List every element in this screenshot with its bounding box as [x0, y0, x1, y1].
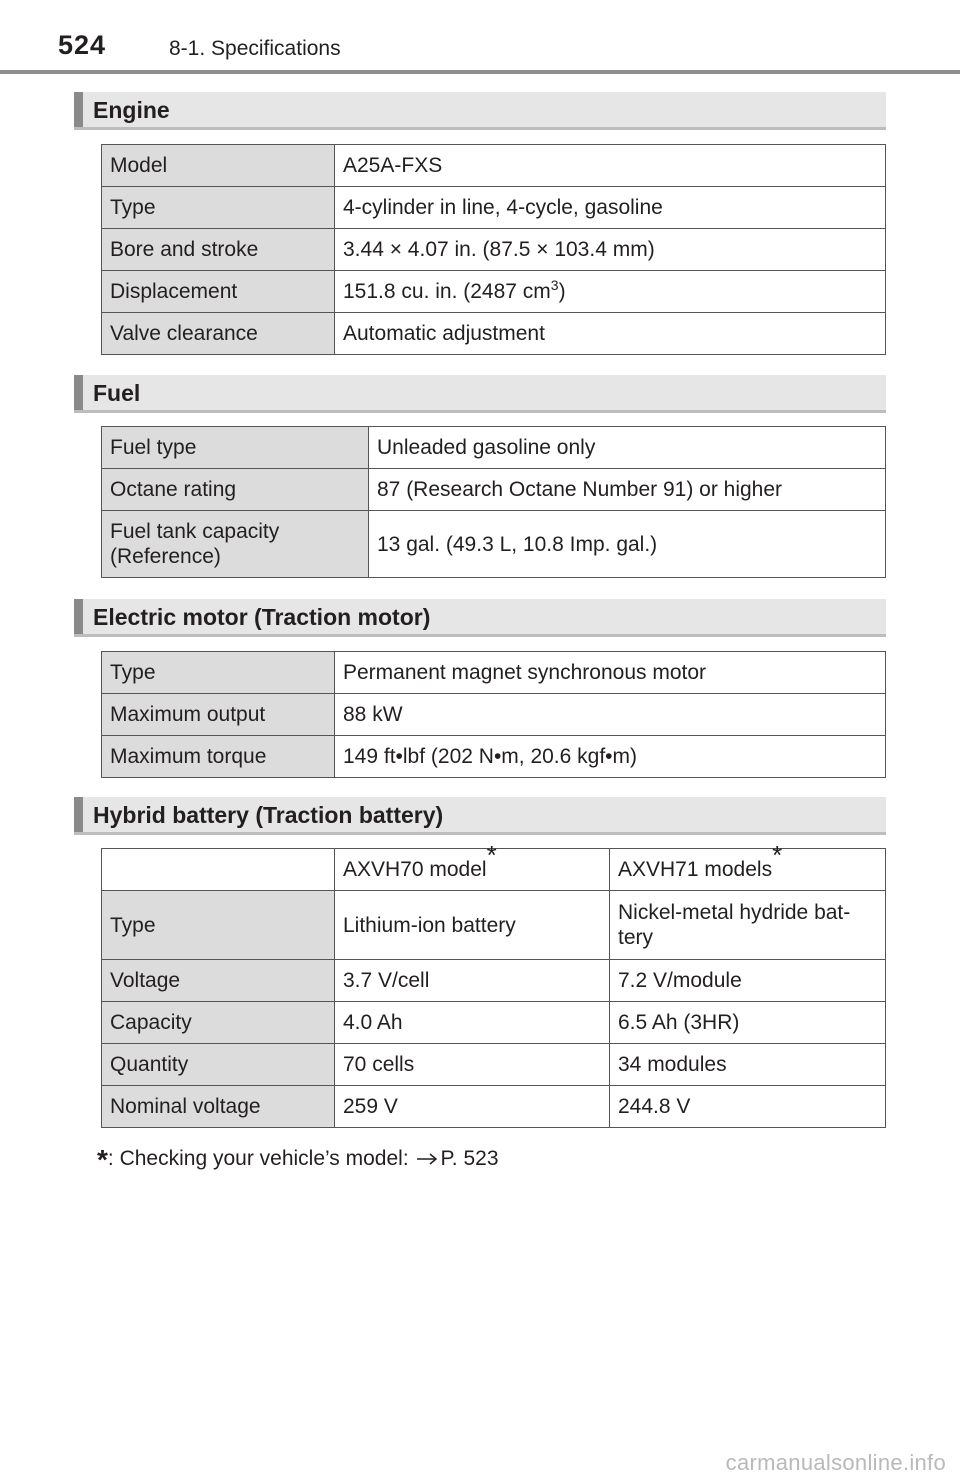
- row-label: [102, 511, 369, 578]
- column-header: [335, 840, 610, 891]
- row-value: 88 kW: [335, 694, 886, 736]
- table-row: [102, 736, 886, 778]
- row-label: Type: [102, 891, 335, 960]
- table-row: [102, 1044, 886, 1086]
- label-line: (Reference): [110, 545, 221, 568]
- row-label: Voltage: [102, 960, 335, 1002]
- row-value: Automatic adjustment: [335, 313, 886, 355]
- column-header-text: AXVH70 model: [343, 858, 487, 881]
- row-label: Nominal voltage: [102, 1086, 335, 1128]
- table-row: [102, 187, 886, 229]
- heading-accent-bar: [74, 797, 83, 832]
- table-row: [102, 1002, 886, 1044]
- row-label: Type: [102, 652, 335, 694]
- row-value: 244.8 V: [610, 1086, 886, 1128]
- arrow-right-icon: [415, 1147, 441, 1171]
- table-row: [102, 960, 886, 1002]
- battery-section-heading: [74, 797, 886, 835]
- row-value: 70 cells: [335, 1044, 610, 1086]
- table-row: [102, 271, 886, 313]
- row-label: Model: [102, 145, 335, 187]
- value-text: ): [558, 280, 566, 303]
- fuel-section-heading: [74, 375, 886, 413]
- footnote-marker: *: [97, 1144, 108, 1175]
- asterisk-marker: *: [486, 840, 497, 870]
- page-header: [0, 0, 960, 76]
- header-section-title: 8-1. Specifications: [169, 37, 341, 60]
- row-value: 6.5 Ah (3HR): [610, 1002, 886, 1044]
- table-row: [102, 891, 886, 960]
- engine-section-heading: [74, 92, 886, 130]
- superscript: 3: [550, 277, 559, 293]
- row-value: 34 modules: [610, 1044, 886, 1086]
- row-value: 259 V: [335, 1086, 610, 1128]
- label-line: Fuel tank capacity: [110, 520, 280, 543]
- engine-table: [101, 144, 886, 355]
- footnote-text: : Checking your vehicle’s model:: [107, 1147, 415, 1170]
- row-value: Permanent magnet synchronous motor: [335, 652, 886, 694]
- column-header: [610, 840, 886, 891]
- row-label: Type: [102, 187, 335, 229]
- row-value: 3.44 × 4.07 in. (87.5 × 103.4 mm): [335, 229, 886, 271]
- row-label: Bore and stroke: [102, 229, 335, 271]
- row-value: 4-cylinder in line, 4-cycle, gasoline: [335, 187, 886, 229]
- table-row: [102, 694, 886, 736]
- table-row: [102, 427, 886, 469]
- table-row: [102, 652, 886, 694]
- value-line: Nickel-metal hydride bat-: [618, 901, 851, 924]
- motor-table: [101, 651, 886, 778]
- table-row: [102, 511, 886, 578]
- row-label: Quantity: [102, 1044, 335, 1086]
- row-value: 3.7 V/cell: [335, 960, 610, 1002]
- row-label: Fuel type: [102, 427, 369, 469]
- row-value: Unleaded gasoline only: [369, 427, 886, 469]
- row-value: 13 gal. (49.3 L, 10.8 Imp. gal.): [369, 511, 886, 578]
- row-value: 87 (Research Octane Number 91) or higher: [369, 469, 886, 511]
- row-label: Octane rating: [102, 469, 369, 511]
- row-value: [335, 271, 886, 313]
- row-label: Capacity: [102, 1002, 335, 1044]
- motor-heading-title: Electric motor (Traction motor): [93, 604, 431, 630]
- engine-heading-title: Engine: [93, 97, 170, 123]
- table-row: [102, 313, 886, 355]
- heading-accent-bar: [74, 92, 83, 127]
- row-label: Displacement: [102, 271, 335, 313]
- row-value: 7.2 V/module: [610, 960, 886, 1002]
- row-value: 4.0 Ah: [335, 1002, 610, 1044]
- table-row: [102, 229, 886, 271]
- header-rule: [0, 70, 960, 74]
- row-value: 149 ft•lbf (202 N•m, 20.6 kgf•m): [335, 736, 886, 778]
- battery-table: [101, 840, 886, 1128]
- footnote: [97, 1140, 499, 1175]
- value-line: tery: [618, 926, 654, 949]
- motor-section-heading: [74, 599, 886, 637]
- fuel-table: [101, 426, 886, 578]
- row-value: [610, 891, 886, 960]
- table-row: [102, 145, 886, 187]
- battery-heading-title: Hybrid battery (Traction battery): [93, 802, 444, 828]
- fuel-heading-title: Fuel: [93, 380, 141, 406]
- heading-accent-bar: [74, 375, 83, 410]
- table-row: [102, 1086, 886, 1128]
- page-reference-link[interactable]: P. 523: [440, 1147, 499, 1170]
- asterisk-marker: *: [772, 840, 783, 870]
- page-number: 524: [58, 30, 107, 60]
- row-label: Maximum output: [102, 694, 335, 736]
- table-row: [102, 469, 886, 511]
- heading-accent-bar: [74, 599, 83, 634]
- value-text: 151.8 cu. in. (2487 cm: [343, 280, 551, 303]
- row-value: Lithium-ion battery: [335, 891, 610, 960]
- table-header-row: [102, 849, 886, 891]
- header-empty-cell: [102, 849, 335, 891]
- row-label: Maximum torque: [102, 736, 335, 778]
- column-header-text: AXVH71 models: [618, 858, 773, 881]
- row-label: Valve clearance: [102, 313, 335, 355]
- watermark: carmanualsonline.info: [725, 1450, 946, 1475]
- row-value: A25A-FXS: [335, 145, 886, 187]
